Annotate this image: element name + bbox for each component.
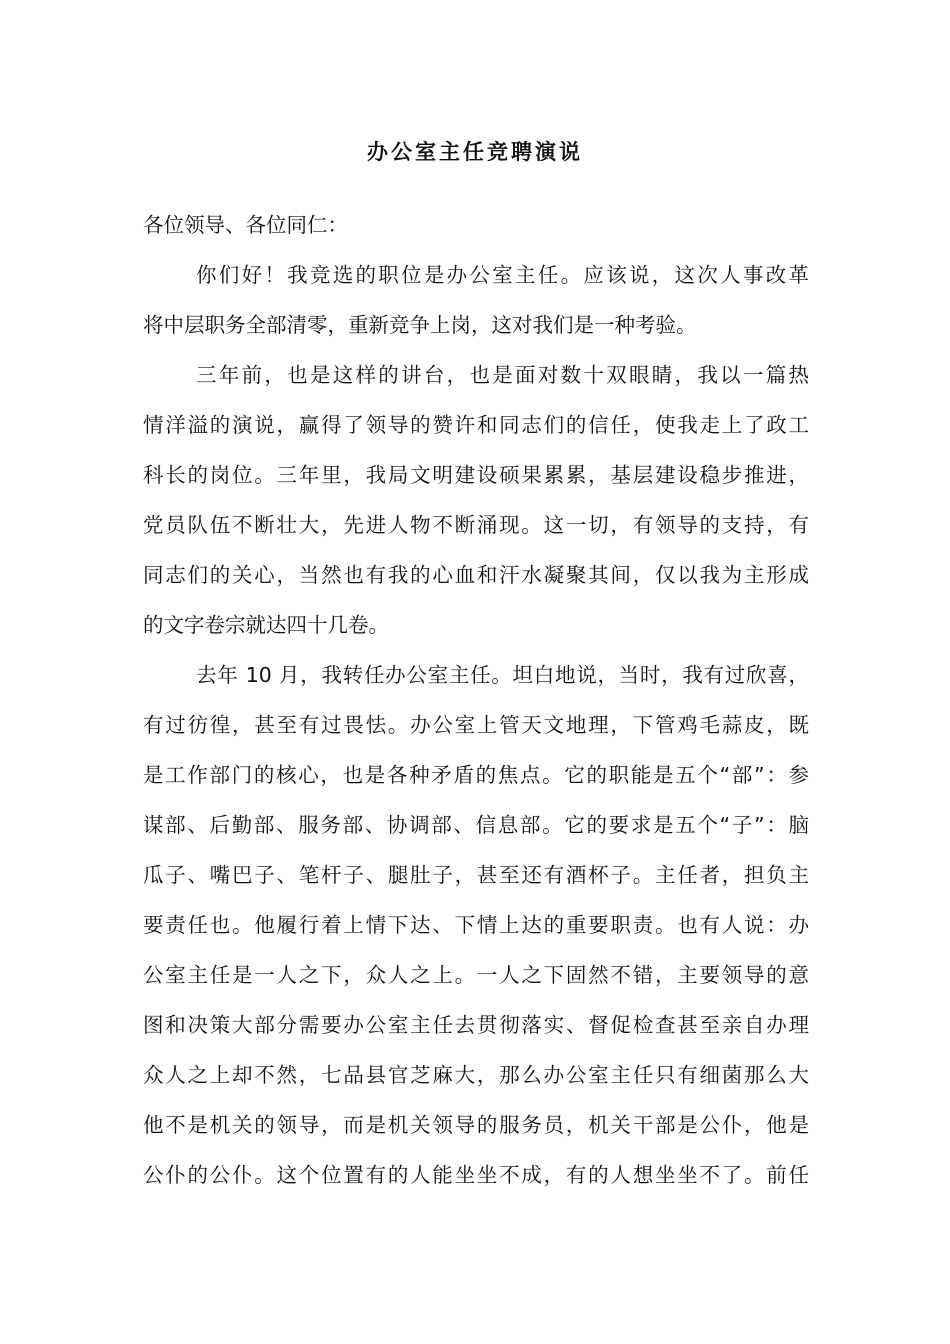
text-line: 党员队伍不断壮大，先进人物不断涌现。这一切，有领导的支持，有: [143, 513, 809, 537]
text-line: 众人之上却不然，七品县官芝麻大，那么办公室主任只有细菌那么大: [143, 1063, 809, 1087]
document-title: 办公室主任竞聘演说: [367, 139, 583, 164]
text-line: 是工作部门的核心，也是各种矛盾的焦点。它的职能是五个“部”：参: [143, 763, 809, 787]
text-line: 他不是机关的领导，而是机关领导的服务员，机关干部是公仆，他是: [143, 1113, 809, 1137]
text-line: 将中层职务全部清零，重新竞争上岗，这对我们是一种考验。: [143, 313, 697, 337]
text-line: 谋部、后勤部、服务部、协调部、信息部。它的要求是五个“子”：脑: [143, 813, 809, 837]
text-line: 的文字卷宗就达四十几卷。: [143, 613, 389, 637]
text-line: 三年前，也是这样的讲台，也是面对数十双眼睛，我以一篇热: [196, 363, 809, 387]
text-line: 公室主任是一人之下，众人之上。一人之下固然不错，主要领导的意: [143, 963, 809, 987]
text-line: 你们好！我竞选的职位是办公室主任。应该说，这次人事改革: [196, 263, 809, 287]
text-line: 科长的岗位。三年里，我局文明建设硕果累累，基层建设稳步推进，: [143, 463, 809, 487]
text-line: 同志们的关心，当然也有我的心血和汗水凝聚其间，仅以我为主形成: [143, 563, 809, 587]
text-line: 情洋溢的演说，赢得了领导的赞许和同志们的信任，使我走上了政工: [143, 413, 809, 437]
text-line: 公仆的公仆。这个位置有的人能坐坐不成，有的人想坐坐不了。前任: [143, 1163, 809, 1187]
text-line: 瓜子、嘴巴子、笔杆子、腿肚子，甚至还有酒杯子。主任者，担负主: [143, 863, 809, 887]
text-line: 去年 10 月，我转任办公室主任。坦白地说，当时，我有过欣喜，: [196, 663, 809, 687]
text-line: 各位领导、各位同仁：: [143, 213, 348, 237]
document-body: [143, 210, 809, 1210]
text-line: 图和决策大部分需要办公室主任去贯彻落实、督促检查甚至亲自办理: [143, 1013, 809, 1037]
text-line: 有过彷徨，甚至有过畏怯。办公室上管天文地理，下管鸡毛蒜皮，既: [143, 713, 809, 737]
text-line: 要责任也。他履行着上情下达、下情上达的重要职责。也有人说：办: [143, 913, 809, 937]
